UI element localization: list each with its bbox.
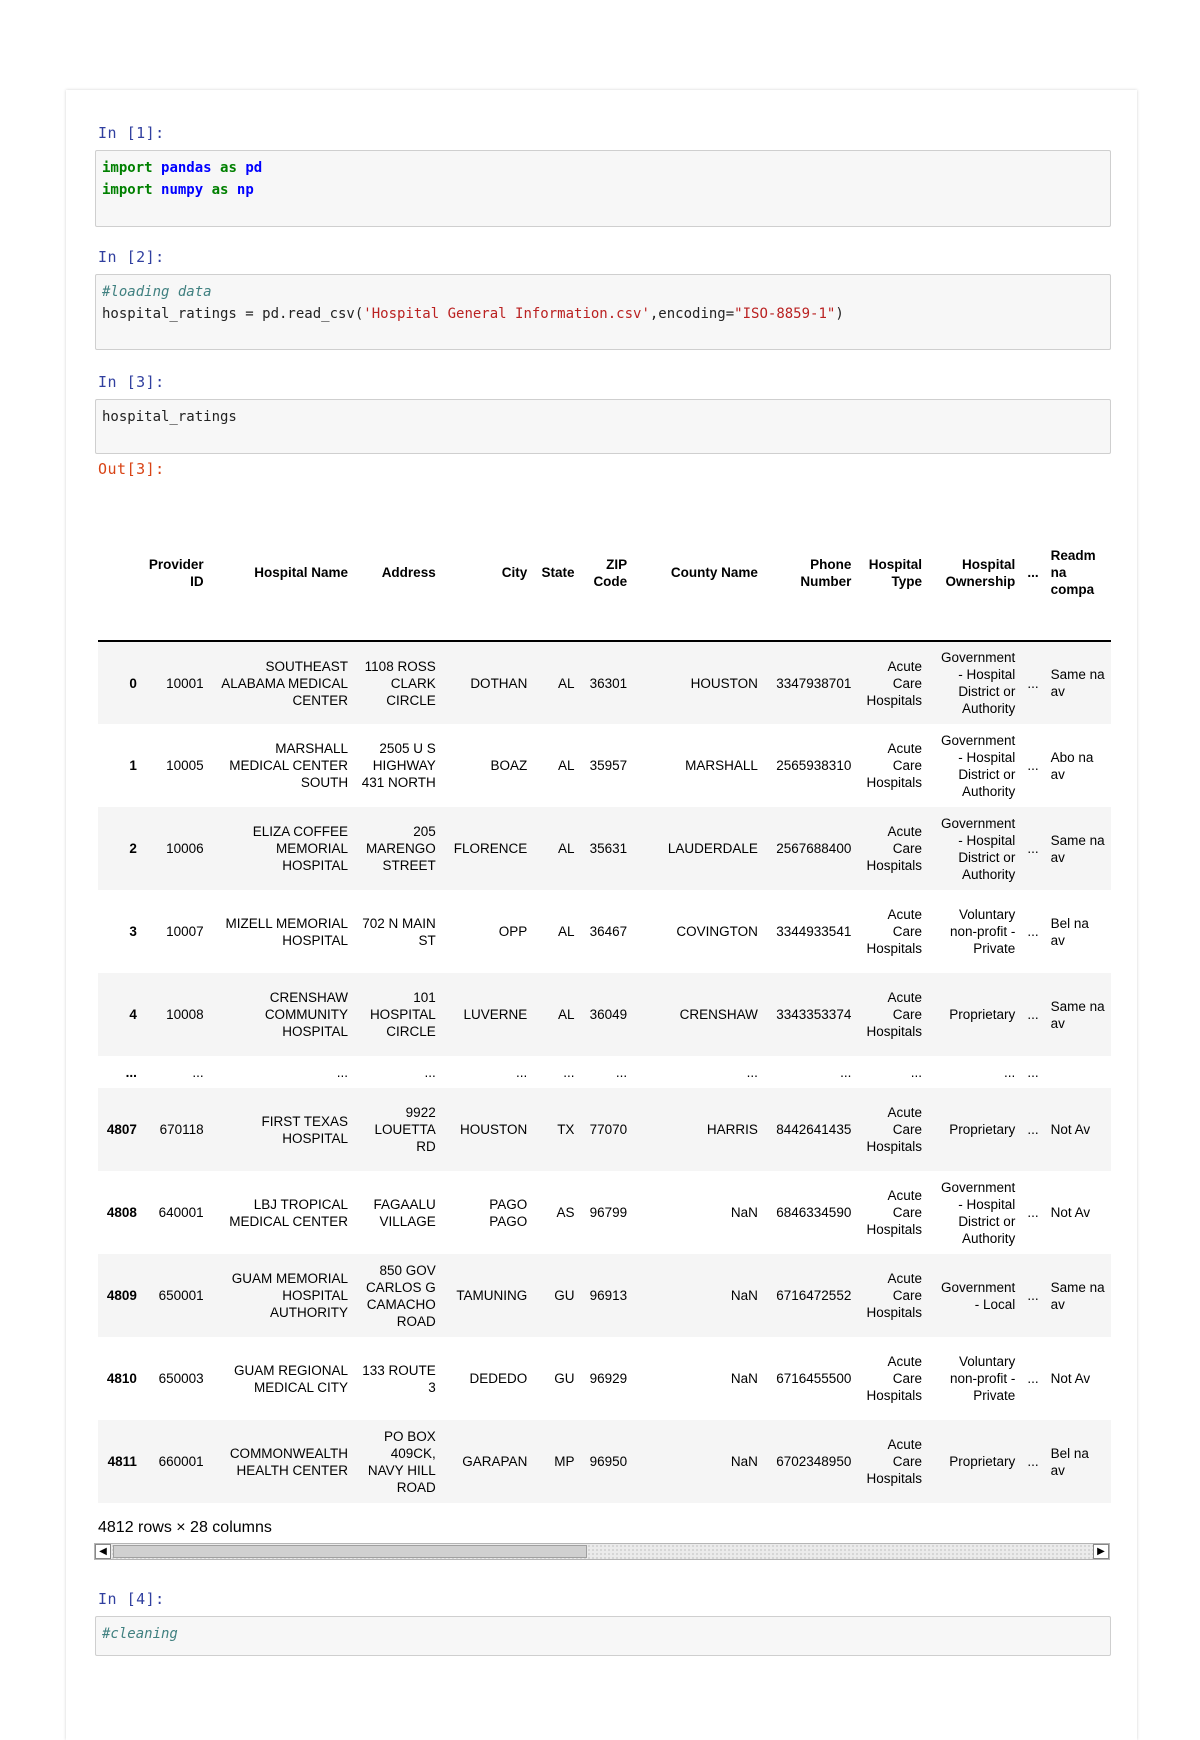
input-prompt-2: In [2]:	[98, 248, 165, 266]
table-cell: COVINGTON	[676, 924, 758, 939]
table-cell: ...	[424, 1064, 436, 1080]
column-header: Readm na compa	[1045, 505, 1111, 641]
table-cell: Acute Care Hospitals	[866, 1105, 923, 1154]
column-header: City	[442, 505, 534, 641]
table-cell: ...	[1004, 1064, 1016, 1080]
table-cell: ...	[1027, 1454, 1039, 1469]
table-cell: ...	[1027, 1288, 1039, 1303]
table-cell: LBJ TROPICAL MEDICAL CENTER	[229, 1196, 349, 1229]
column-header: Address	[354, 505, 442, 641]
input-prompt-4: In [4]:	[98, 1590, 165, 1608]
table-cell: MP	[554, 1454, 575, 1469]
table-cell: Same na av	[1050, 998, 1105, 1031]
table-cell: Acute Care Hospitals	[866, 1188, 923, 1237]
table-cell: FLORENCE	[453, 841, 528, 856]
table-cell: ...	[1027, 1007, 1039, 1022]
table-cell: 10005	[166, 758, 204, 773]
table-cell: 96929	[589, 1371, 628, 1386]
row-index: 4810	[106, 1371, 137, 1386]
code-text: hospital_ratings = pd.read_csv(	[102, 306, 364, 322]
table-cell: 6716455500	[776, 1371, 852, 1386]
table-cell: NaN	[730, 1371, 758, 1386]
row-index: 0	[129, 675, 137, 691]
table-cell: GARAPAN	[462, 1454, 528, 1469]
table-cell: AL	[557, 841, 575, 856]
table-cell: 6846334590	[776, 1205, 852, 1220]
table-cell: Acute Care Hospitals	[866, 741, 923, 790]
module-name: numpy	[161, 182, 204, 198]
row-index: 4807	[106, 1122, 137, 1137]
keyword: as	[211, 182, 229, 198]
table-cell: Same na av	[1050, 1279, 1105, 1312]
table-cell: GUAM MEMORIAL HOSPITAL AUTHORITY	[231, 1271, 349, 1320]
table-cell: 10001	[166, 675, 204, 691]
table-cell: HOUSTON	[460, 1122, 528, 1137]
table-cell: OPP	[498, 924, 528, 939]
table-cell: 850 GOV CARLOS G CAMACHO ROAD	[365, 1262, 436, 1329]
table-cell: 96913	[589, 1288, 628, 1303]
table-cell: 10007	[166, 924, 204, 939]
table-cell: LAUDERDALE	[667, 841, 758, 856]
table-cell: ...	[615, 1064, 628, 1080]
column-header: Provider ID	[143, 505, 210, 641]
table-cell: ...	[1027, 1122, 1039, 1137]
table-cell: 670118	[159, 1122, 204, 1137]
table-cell: Acute Care Hospitals	[866, 824, 923, 873]
table-row	[98, 1420, 1111, 1503]
keyword: import	[102, 160, 153, 176]
table-cell: FIRST TEXAS HOSPITAL	[261, 1113, 349, 1146]
table-cell: 8442641435	[776, 1122, 852, 1137]
table-cell: ...	[1027, 1205, 1039, 1220]
table-cell: CRENSHAW	[679, 1007, 758, 1022]
table-cell: Acute Care Hospitals	[866, 658, 923, 708]
table-cell: Voluntary non-profit - Private	[950, 1354, 1016, 1403]
index-header	[98, 505, 143, 641]
header-row	[98, 505, 1111, 641]
string-literal: "ISO-8859-1"	[734, 306, 836, 322]
table-cell: Bel na av	[1050, 1445, 1089, 1478]
table-cell: Acute Care Hospitals	[866, 907, 923, 956]
table-cell: SOUTHEAST ALABAMA MEDICAL CENTER	[221, 658, 349, 708]
code-cell-3[interactable]	[95, 399, 1111, 454]
table-cell: 2565938310	[776, 758, 852, 773]
table-cell: Government - Hospital District or Authority	[941, 815, 1016, 882]
table-cell: 6702348950	[776, 1454, 852, 1469]
table-cell: Abo na av	[1050, 749, 1094, 782]
table-cell: Government - Hospital District or Authority	[941, 1179, 1016, 1246]
table-cell: ...	[563, 1064, 575, 1080]
table-cell	[1045, 1056, 1111, 1088]
table-cell: 35957	[589, 758, 628, 773]
table-cell: 660001	[158, 1454, 204, 1469]
dataframe-shape: 4812 rows × 28 columns	[98, 1519, 272, 1536]
code-cell-2[interactable]	[95, 274, 1111, 350]
table-cell: ...	[910, 1064, 923, 1080]
scrollbar-thumb[interactable]	[113, 1545, 587, 1558]
table-cell: ...	[1027, 758, 1039, 773]
table-cell: 101 HOSPITAL CIRCLE	[369, 990, 436, 1039]
table-cell: 2505 U S HIGHWAY 431 NORTH	[361, 741, 436, 790]
row-index: 4	[129, 1007, 137, 1022]
table-cell: 3347938701	[776, 675, 852, 691]
table-cell: ELIZA COFFEE MEMORIAL HOSPITAL	[252, 824, 349, 873]
table-cell: 2567688400	[776, 841, 852, 856]
column-header: Hospital Type	[857, 505, 928, 641]
table-cell: 36049	[589, 1007, 628, 1022]
table-cell: NaN	[730, 1454, 758, 1469]
table-cell: Same na av	[1050, 832, 1105, 865]
table-cell: BOAZ	[490, 758, 528, 773]
code-comment: #loading data	[102, 284, 212, 300]
code-text: ,encoding=	[649, 306, 735, 322]
table-cell: 96799	[589, 1205, 628, 1220]
table-cell: AS	[556, 1205, 575, 1220]
scroll-right-icon[interactable]: ▶	[1093, 1544, 1109, 1559]
table-cell: AL	[557, 1007, 575, 1022]
table-cell: ...	[1027, 841, 1039, 856]
table-cell: COMMONWEALTH HEALTH CENTER	[229, 1445, 349, 1478]
code-text: )	[835, 306, 844, 322]
table-cell: MARSHALL MEDICAL CENTER SOUTH	[229, 741, 349, 790]
table-cell: FAGAALU VILLAGE	[373, 1196, 436, 1229]
table-cell: 10006	[166, 841, 204, 856]
table-cell: Government - Hospital District or Authority	[941, 650, 1016, 716]
table-cell: TAMUNING	[456, 1288, 528, 1303]
alias-name: pd	[245, 160, 263, 176]
column-header: ...	[1021, 505, 1044, 641]
table-cell: ...	[336, 1064, 349, 1080]
table-cell: 6716472552	[776, 1288, 852, 1303]
table-cell: 3344933541	[776, 924, 852, 939]
table-cell: TX	[557, 1122, 575, 1137]
keyword: as	[220, 160, 237, 176]
table-cell: 650001	[158, 1288, 204, 1303]
keyword: import	[102, 182, 153, 198]
table-row	[98, 807, 1111, 890]
table-cell: AL	[557, 758, 575, 773]
table-cell: ...	[746, 1064, 758, 1080]
row-index: 4809	[106, 1288, 137, 1303]
table-cell: GUAM REGIONAL MEDICAL CITY	[234, 1362, 349, 1395]
table-row	[98, 973, 1111, 1056]
dataframe-table	[98, 505, 1111, 1503]
table-row	[98, 724, 1111, 807]
table-cell: PAGO PAGO	[489, 1196, 528, 1229]
table-cell: 3343353374	[776, 1007, 852, 1022]
table-cell: 1108 ROSS CLARK CIRCLE	[364, 658, 436, 708]
table-cell: ...	[192, 1064, 204, 1080]
code-comment: #cleaning	[102, 1626, 178, 1642]
table-cell: Government - Local	[941, 1279, 1016, 1312]
table-cell: GU	[554, 1288, 575, 1303]
table-cell: 9922 LOUETTA RD	[374, 1105, 436, 1154]
horizontal-scrollbar[interactable]	[94, 1543, 1110, 1560]
table-cell: ...	[1027, 1371, 1039, 1386]
table-cell: Not Av	[1050, 1371, 1091, 1386]
row-index: 4808	[106, 1205, 137, 1220]
alias-name: np	[236, 182, 254, 198]
table-cell: Government - Hospital District or Authority	[941, 732, 1016, 799]
table-cell: 36301	[589, 675, 628, 691]
table-cell: ...	[1027, 924, 1039, 939]
table-cell: Bel na av	[1050, 915, 1089, 948]
table-cell: Acute Care Hospitals	[866, 1354, 923, 1403]
column-header: Hospital Name	[210, 505, 354, 641]
row-index: 1	[129, 758, 137, 773]
table-row	[98, 1171, 1111, 1254]
table-row	[98, 1088, 1111, 1171]
table-cell: HARRIS	[706, 1122, 758, 1137]
table-cell: ...	[840, 1064, 852, 1080]
input-prompt-1: In [1]:	[98, 124, 165, 142]
dataframe-output	[98, 505, 1111, 1505]
code-cell-4[interactable]	[95, 1616, 1111, 1656]
module-name: pandas	[161, 160, 212, 176]
table-cell: 650003	[158, 1371, 204, 1386]
table-cell: GU	[554, 1371, 575, 1386]
row-index: ...	[125, 1064, 137, 1080]
table-row	[98, 641, 1111, 724]
table-cell: Same na av	[1050, 667, 1105, 699]
table-cell: 640001	[158, 1205, 204, 1220]
table-cell: ...	[1027, 1064, 1039, 1080]
table-cell: 35631	[589, 841, 628, 856]
table-cell: MARSHALL	[685, 758, 758, 773]
table-cell: Proprietary	[949, 1454, 1016, 1469]
column-header: ZIP Code	[580, 505, 633, 641]
table-row	[98, 890, 1111, 973]
table-cell: DEDEDO	[469, 1371, 528, 1386]
row-index: 2	[129, 841, 137, 856]
output-prompt-3: Out[3]:	[98, 460, 165, 478]
table-cell: HOUSTON	[690, 675, 758, 691]
row-index: 4811	[107, 1454, 137, 1469]
table-cell: 96950	[589, 1454, 628, 1469]
table-cell: 205 MARENGO STREET	[365, 824, 436, 873]
table-cell: NaN	[730, 1205, 758, 1220]
table-cell: Acute Care Hospitals	[866, 1437, 923, 1486]
table-cell: Not Av	[1050, 1205, 1091, 1220]
table-cell: Proprietary	[949, 1007, 1016, 1022]
scroll-left-icon[interactable]: ◀	[95, 1544, 111, 1559]
code-text: hospital_ratings	[102, 409, 237, 425]
table-cell: LUVERNE	[463, 1007, 528, 1022]
table-row	[98, 1254, 1111, 1337]
table-cell: Proprietary	[949, 1122, 1016, 1137]
input-prompt-3: In [3]:	[98, 373, 165, 391]
table-cell: 702 N MAIN ST	[362, 915, 436, 948]
table-cell: MIZELL MEMORIAL HOSPITAL	[225, 915, 349, 948]
table-cell: DOTHAN	[470, 675, 528, 691]
table-cell: 36467	[589, 924, 628, 939]
table-cell: Acute Care Hospitals	[866, 1271, 923, 1320]
ellipsis-row	[98, 1056, 1111, 1088]
table-cell: ...	[1027, 675, 1039, 691]
code-cell-1[interactable]	[95, 150, 1111, 227]
column-header: State	[533, 505, 580, 641]
table-cell: 133 ROUTE 3	[362, 1362, 436, 1395]
table-cell: CRENSHAW COMMUNITY HOSPITAL	[264, 990, 349, 1039]
table-cell: 10008	[166, 1007, 204, 1022]
table-cell: AL	[557, 675, 575, 691]
table-cell: 77070	[589, 1122, 628, 1137]
table-cell: NaN	[730, 1288, 758, 1303]
column-header: Hospital Ownership	[928, 505, 1021, 641]
table-row	[98, 1337, 1111, 1420]
column-header: County Name	[633, 505, 764, 641]
table-cell: Not Av	[1050, 1122, 1091, 1137]
table-cell: AL	[557, 924, 575, 939]
table-cell: PO BOX 409CK, NAVY HILL ROAD	[367, 1428, 436, 1495]
column-header: Phone Number	[764, 505, 857, 641]
string-literal: 'Hospital General Information.csv'	[363, 306, 650, 322]
row-index: 3	[129, 924, 137, 939]
table-cell: ...	[516, 1064, 528, 1080]
table-cell: Voluntary non-profit - Private	[950, 907, 1016, 956]
table-cell: Acute Care Hospitals	[866, 990, 923, 1039]
